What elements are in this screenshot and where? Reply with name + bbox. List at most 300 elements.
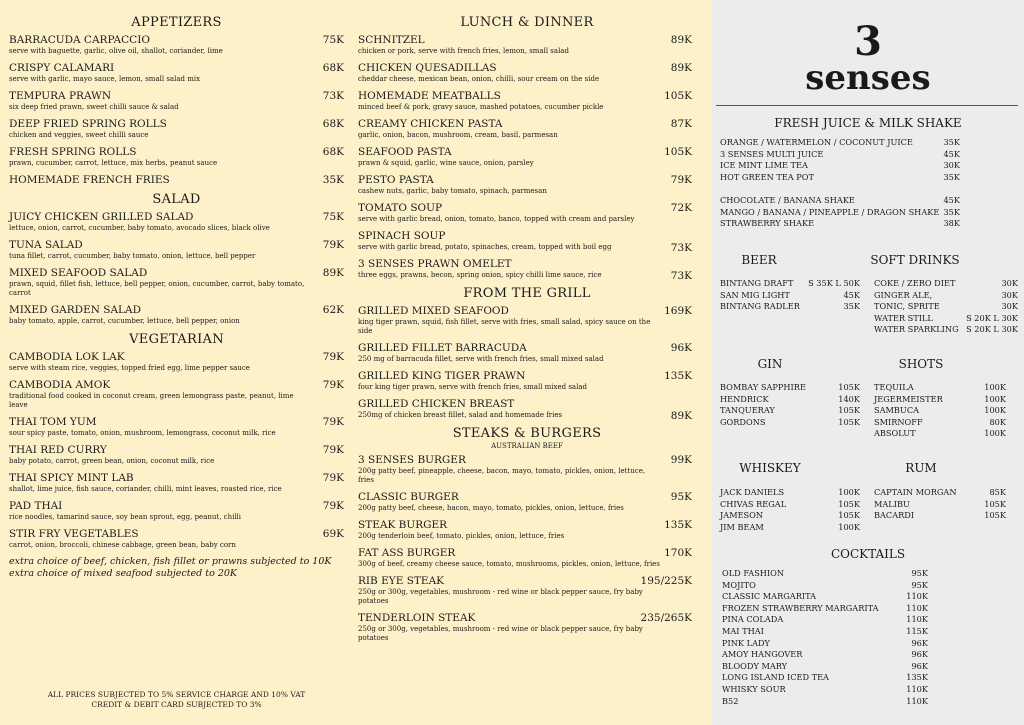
brand-logo — [712, 18, 1024, 98]
menu-item-description: serve with garlic bread, potato, spinaches, cream, topped with boil egg — [358, 243, 612, 251]
menu-item-name: STIR FRY VEGETABLES — [9, 528, 139, 540]
drink-price: 45K — [943, 194, 960, 205]
drink-name: TONIC, SPRITE — [874, 301, 940, 312]
drink-strawberry-shake — [720, 218, 960, 230]
menu-item-tomato-soup — [358, 202, 696, 224]
drink-price: 96K — [911, 637, 928, 648]
drink-water-sparkling — [874, 324, 1018, 336]
drink-name: MALIBU — [874, 498, 910, 509]
drink-price: 100K — [984, 405, 1006, 416]
drink-ice-mint-lime-tea — [720, 160, 960, 172]
menu-item-name: 3 SENSES PRAWN OMELET — [358, 258, 512, 270]
menu-item-price: 79K — [322, 239, 344, 251]
menu-item-name: DEEP FRIED SPRING ROLLS — [9, 118, 167, 130]
drink-bloody-mary — [722, 661, 928, 673]
extra-note-1: extra choice of beef, chicken, fish fillet or prawns subjected to 10K — [9, 556, 332, 567]
menu-item-grilled-chicken-breast — [358, 398, 696, 420]
menu-item-name: THAI RED CURRY — [9, 444, 107, 456]
drink-chocolate-banana-shake — [720, 195, 960, 207]
drink-orange-watermelon-coconut-juice — [720, 137, 960, 149]
soft-drinks-list — [874, 278, 1018, 336]
menu-item-description: serve with garlic bread, onion, tomato, banco, topped with cream and parsley — [358, 215, 635, 223]
drink-chivas-regal — [720, 499, 860, 511]
menu-item-price: 235/265K — [640, 612, 692, 624]
menu-item-price: 62K — [322, 304, 344, 316]
drink-price: 30K — [1001, 301, 1018, 312]
drink-name: TANQUERAY — [720, 405, 775, 416]
drink-amoy-hangover — [722, 649, 928, 661]
drink-name: SAN MIG LIGHT — [720, 289, 790, 300]
menu-item-seafood-pasta — [358, 146, 696, 168]
menu-item-price: 79K — [322, 351, 344, 363]
menu-item-price: 68K — [322, 118, 344, 130]
cocktails-title: COCKTAILS — [830, 547, 906, 561]
drink-jameson — [720, 510, 860, 522]
menu-item-description: serve with baguette, garlic, olive oil, shallot, coriander, lime — [9, 47, 223, 55]
menu-item-price: 73K — [670, 242, 692, 254]
menu-item-name: CAMBODIA LOK LAK — [9, 351, 125, 363]
drink-price: 110K — [906, 683, 928, 694]
menu-item-name: 3 SENSES BURGER — [358, 454, 466, 466]
drink-name: ABSOLUT — [874, 428, 916, 439]
drink-name: BLOODY MARY — [722, 660, 788, 671]
menu-item-name: SCHNITZEL — [358, 34, 425, 46]
menu-item-description: serve with steam rice, veggies, topped fried egg, lime pepper sauce — [9, 364, 250, 372]
menu-item-price: 72K — [670, 202, 692, 214]
menu-item-mixed-seafood-salad — [9, 267, 344, 298]
brand-number: 3 — [854, 18, 882, 65]
drink-name: WATER SPARKLING — [874, 324, 959, 335]
menu-item-description: king tiger prawn, squid, fish fillet, serve with fries, small salad, spicy sauce on the side — [358, 318, 651, 335]
menu-item-description: 250mg of chicken breast fillet, salad and homemade fries — [358, 411, 563, 419]
drink-name: HOT GREEN TEA POT — [720, 171, 814, 182]
menu-item-description: serve with garlic, mayo sauce, lemon, small salad mix — [9, 75, 201, 83]
drink-name: 3 SENSES MULTI JUICE — [720, 148, 824, 159]
menu-item-price: 75K — [322, 34, 344, 46]
menu-item-grilled-king-tiger-prawn — [358, 370, 696, 392]
drink-price: 35K — [943, 206, 960, 217]
menu-item-price: 89K — [322, 267, 344, 279]
drink-price: 105K — [838, 510, 860, 521]
menu-item-tuna-salad — [9, 239, 344, 261]
menu-item-price: 105K — [664, 146, 692, 158]
drink-price: 30K — [1001, 289, 1018, 300]
menu-item-deep-fried-spring-rolls — [9, 118, 344, 140]
menu-item-price: 79K — [322, 500, 344, 512]
drink-name: JACK DANIELS — [720, 487, 785, 497]
drink-price: 100K — [984, 393, 1006, 404]
lunch-list — [358, 34, 696, 280]
drink-price: 85K — [989, 487, 1006, 497]
drink-price: 100K — [838, 487, 860, 497]
menu-item-price: 73K — [670, 270, 692, 282]
drink-price: 45K — [943, 148, 960, 159]
menu-item-cambodia-amok — [9, 379, 344, 410]
menu-item-barracuda-carpaccio — [9, 34, 344, 56]
menu-item-tenderloin-steak — [358, 612, 696, 643]
drink-hot-green-tea-pot — [720, 172, 960, 184]
drink-hendrick — [720, 394, 860, 406]
drink-price: 110K — [906, 602, 928, 613]
steaks-title: STEAKS & BURGERS — [452, 426, 602, 441]
footer-note — [9, 690, 344, 710]
drink-name: JEGERMEISTER — [874, 393, 943, 404]
menu-item-price: 69K — [322, 528, 344, 540]
gin-list — [720, 382, 860, 428]
vegetarian-title: VEGETARIAN — [129, 332, 224, 347]
drink-bintang-draft — [720, 278, 860, 290]
menu-item-description: 200g patty beef, pineapple, cheese, bacon, mayo, tomato, pickles, onion, lettuce, fries — [358, 467, 646, 484]
menu-item-price: 170K — [664, 547, 692, 559]
menu-item-name: SEAFOOD PASTA — [358, 146, 452, 158]
menu-item-price: 79K — [322, 379, 344, 391]
drink-malibu — [874, 499, 1006, 511]
menu-item-name: CAMBODIA AMOK — [9, 379, 111, 391]
drink-price: 105K — [984, 498, 1006, 509]
menu-item-description: cashew nuts, garlic, baby tomato, spinach, parmesan — [358, 187, 547, 195]
drink-name: ORANGE / WATERMELON / COCONUT JUICE — [720, 137, 913, 147]
drink-name: WHISKY SOUR — [722, 683, 786, 694]
drink-name: LONG ISLAND ICED TEA — [722, 672, 829, 683]
menu-item-thai-spicy-mint-lab — [9, 472, 344, 494]
menu-item-price: 169K — [664, 305, 692, 317]
menu-item-name: TOMATO SOUP — [358, 202, 443, 214]
drink-tequila — [874, 382, 1006, 394]
drink-name: BINTANG RADLER — [720, 301, 800, 312]
food-column-right — [358, 8, 696, 649]
cocktails-list — [722, 568, 928, 707]
drink-price: 96K — [911, 649, 928, 660]
menu-item-description: prawn, cucumber, carrot, lettuce, mix herbs, peanut sauce — [9, 159, 218, 167]
rum-list — [874, 487, 1006, 522]
menu-item-description: shallot, lime juice, fish sauce, coriander, chilli, mint leaves, roasted rice, rice — [9, 485, 282, 493]
drink-classic-margarita — [722, 591, 928, 603]
drink-jim-beam — [720, 522, 860, 534]
menu-item-price: 79K — [322, 444, 344, 456]
menu-item-description: 300g of beef, creamy cheese sauce, tomato, mushrooms, pickles, onion, lettuce, fries — [358, 560, 660, 568]
menu-item-thai-tom-yum — [9, 416, 344, 438]
menu-item-description: three eggs, prawns, becon, spring onion, spicy chilli lime sauce, rice — [358, 271, 602, 279]
drink-price: S 20K L 30K — [966, 324, 1018, 335]
menu-item-name: HOMEMADE MEATBALLS — [358, 90, 501, 102]
salad-title: SALAD — [152, 192, 201, 207]
menu-item-juicy-chicken-grilled-salad — [9, 211, 344, 233]
menu-item-price: 89K — [670, 62, 692, 74]
drink-price: S 35K L 50K — [808, 278, 860, 288]
menu-item-price: 135K — [664, 370, 692, 382]
drink-old-fashion — [722, 568, 928, 580]
menu-item-description: sour spicy paste, tomato, onion, mushroom, lemongrass, coconut milk, rice — [9, 429, 276, 437]
menu-item-thai-red-curry — [9, 444, 344, 466]
whiskey-title: WHISKEY — [739, 461, 801, 475]
menu-item-name: PESTO PASTA — [358, 174, 434, 186]
drink-name: MANGO / BANANA / PINEAPPLE / DRAGON SHAKE — [720, 206, 940, 217]
drink-mai-thai — [722, 626, 928, 638]
menu-item-name: CHICKEN QUESADILLAS — [358, 62, 497, 74]
drink-price: 95K — [911, 579, 928, 590]
menu-item-name: THAI SPICY MINT LAB — [9, 472, 134, 484]
menu-item-mixed-garden-salad — [9, 304, 344, 326]
menu-item-price: 79K — [322, 472, 344, 484]
footer-line-1: ALL PRICES SUBJECTED TO 5% SERVICE CHARGE AND 10% VAT — [47, 690, 306, 699]
menu-item-creamy-chicken-pasta — [358, 118, 696, 140]
menu-item-description: 250 mg of barracuda fillet, serve with french fries, small mixed salad — [358, 355, 604, 363]
menu-item-description: prawn, squid, fillet fish, lettuce, bell pepper, onion, cucumber, carrot, baby tomato, carrot — [9, 280, 305, 297]
drink-price: 105K — [838, 382, 860, 392]
soft-drinks-title: SOFT DRINKS — [870, 253, 960, 267]
menu-item-name: JUICY CHICKEN GRILLED SALAD — [9, 211, 194, 223]
menu-item-fresh-spring-rolls — [9, 146, 344, 168]
drink-name: CAPTAIN MORGAN — [874, 487, 957, 497]
extra-note-2: extra choice of mixed seafood subjected to 20K — [9, 568, 238, 579]
header-divider — [716, 105, 1018, 106]
drink-bombay-sapphire — [720, 382, 860, 394]
menu-item-name: TENDERLOIN STEAK — [358, 612, 476, 624]
drink-price: 115K — [906, 625, 928, 636]
drink-price: 35K — [943, 137, 960, 147]
drink-price: 100K — [984, 428, 1006, 439]
drink-name: OLD FASHION — [722, 568, 785, 578]
menu-item-name: TUNA SALAD — [9, 239, 83, 251]
drink-name: MAI THAI — [722, 625, 764, 636]
appetizers-list — [9, 34, 344, 186]
drink-name: COKE / ZERO DIET — [874, 278, 956, 288]
drink-name: FROZEN STRAWBERRY MARGARITA — [722, 602, 879, 613]
drink-price: 30K — [1001, 278, 1018, 288]
drink-name: PINA COLADA — [722, 614, 784, 625]
menu-item-name: GRILLED CHICKEN BREAST — [358, 398, 515, 410]
food-column-left — [9, 8, 344, 580]
menu-item-name: CRISPY CALAMARI — [9, 62, 115, 74]
menu-item-fat-ass-burger — [358, 547, 696, 569]
drink-tonic-sprite — [874, 301, 1018, 313]
drink-price: S 20K L 30K — [966, 312, 1018, 323]
menu-item-description: tuna fillet, carrot, cucumber, baby tomato, onion, lettuce, bell pepper — [9, 252, 256, 260]
menu-item-spinach-soup — [358, 230, 696, 252]
menu-item-pad-thai — [9, 500, 344, 522]
drink-price: 45K — [843, 289, 860, 300]
menu-item-price: 79K — [322, 416, 344, 428]
menu-item-price: 135K — [664, 519, 692, 531]
drink-name: GINGER ALE, — [874, 289, 933, 300]
menu-item-price: 73K — [322, 90, 344, 102]
drink-name: ICE MINT LIME TEA — [720, 160, 808, 171]
menu-item-description: four king tiger prawn, serve with french fries, small mixed salad — [358, 383, 587, 391]
menu-item-price: 75K — [322, 211, 344, 223]
menu-item-price: 68K — [322, 62, 344, 74]
menu-item-description: cheddar cheese, mexican bean, onion, chilli, sour cream on the side — [358, 75, 600, 83]
drink-price: 100K — [838, 521, 860, 532]
drink-tanqueray — [720, 405, 860, 417]
juice-title: FRESH JUICE & MILK SHAKE — [774, 116, 962, 130]
menu-item-name: CLASSIC BURGER — [358, 491, 459, 503]
drink-name: JAMESON — [720, 510, 764, 521]
menu-item-name: GRILLED KING TIGER PRAWN — [358, 370, 526, 382]
menu-item-price: 195/225K — [640, 575, 692, 587]
menu-item-name: MIXED GARDEN SALAD — [9, 304, 142, 316]
menu-item-name: TEMPURA PRAWN — [9, 90, 112, 102]
drink-b52 — [722, 696, 928, 708]
drink-smirnoff — [874, 417, 1006, 429]
drink-price: 105K — [984, 510, 1006, 521]
whiskey-list — [720, 487, 860, 533]
shots-title: SHOTS — [898, 357, 944, 371]
drink-ginger-ale — [874, 290, 1018, 302]
menu-item-description: carrot, onion, broccoli, chinese cabbage, green bean, baby corn — [9, 541, 236, 549]
menu-item-price: 96K — [670, 342, 692, 354]
drink-gordons — [720, 417, 860, 429]
menu-item-description: rice noodles, tamarind sauce, soy bean sprout, egg, peanut, chilli — [9, 513, 242, 521]
menu-item-description: baby potato, carrot, green bean, onion, coconut milk, rice — [9, 457, 215, 465]
menu-item-description: baby tomato, apple, carrot, cucumber, lettuce, bell pepper, onion — [9, 317, 240, 325]
beer-title: BEER — [741, 253, 777, 267]
menu-item-name: GRILLED MIXED SEAFOOD — [358, 305, 509, 317]
brand-word: senses — [805, 58, 931, 98]
drink-name: BOMBAY SAPPHIRE — [720, 382, 806, 392]
drink-name: CHOCOLATE / BANANA SHAKE — [720, 194, 855, 205]
drink-captain-morgan — [874, 487, 1006, 499]
menu-item-grilled-fillet-barracuda — [358, 342, 696, 364]
drink-jegermeister — [874, 394, 1006, 406]
rum-title: RUM — [905, 461, 937, 475]
menu-item-description: garlic, onion, bacon, mushroom, cream, basil, parmesan — [358, 131, 558, 139]
juice-list — [720, 137, 960, 230]
drink-name: HENDRICK — [720, 393, 769, 404]
menu-item-cambodia-lok-lak — [9, 351, 344, 373]
drink-san-mig-light — [720, 290, 860, 302]
drink-name: B52 — [722, 695, 739, 706]
salad-list — [9, 211, 344, 326]
drink-name: WATER STILL — [874, 312, 933, 323]
drink-price: 30K — [943, 160, 960, 171]
drink-name: SMIRNOFF — [874, 416, 923, 427]
drink-price: 80K — [989, 416, 1006, 427]
drink-price: 105K — [838, 416, 860, 427]
drink-sambuca — [874, 405, 1006, 417]
drink-price: 100K — [984, 382, 1006, 392]
drink-water-still — [874, 313, 1018, 325]
menu-item-price: 105K — [664, 90, 692, 102]
drink-mango-banana-pineapple-dragon-shake — [720, 207, 960, 219]
menu-item-schnitzel — [358, 34, 696, 56]
drink-name: PINK LADY — [722, 637, 770, 648]
drink-name: GORDONS — [720, 416, 766, 427]
menu-item-description: chicken and veggies, sweet chilli sauce — [9, 131, 149, 139]
beer-list — [720, 278, 860, 313]
menu-item-description: 250g or 300g, vegetables, mushroom - red wine or black pepper sauce, fry baby potatoes — [358, 625, 643, 642]
menu-item-description: minced beef & pork, gravy sauce, mashed potatoes, cucumber pickle — [358, 103, 604, 111]
steaks-list — [358, 454, 696, 643]
drink-price: 135K — [906, 672, 928, 683]
menu-item-name: FAT ASS BURGER — [358, 547, 456, 559]
lunch-title: LUNCH & DINNER — [460, 15, 594, 30]
menu-item-name: PAD THAI — [9, 500, 63, 512]
drink-mojito — [722, 580, 928, 592]
drink-name: CHIVAS REGAL — [720, 498, 787, 509]
shots-list — [874, 382, 1006, 440]
drink-price: 110K — [906, 695, 928, 706]
menu-item-homemade-french-fries — [9, 174, 344, 186]
menu-item-steak-burger — [358, 519, 696, 541]
drink-price: 110K — [906, 591, 928, 602]
menu-item-name: CREAMY CHICKEN PASTA — [358, 118, 503, 130]
drink-price: 105K — [838, 405, 860, 416]
menu-item-description: 200g patty beef, cheese, bacon, mayo, tomato, pickles, onion, lettuce, fries — [358, 504, 624, 512]
menu-item-homemade-meatballs — [358, 90, 696, 112]
menu-item-description: prawn & squid, garlic, wine sauce, onion, parsley — [358, 159, 534, 167]
drink-pina-colada — [722, 614, 928, 626]
menu-item-description: lettuce, onion, carrot, cucumber, baby tomato, avocado slices, black olive — [9, 224, 270, 232]
menu-item-price: 89K — [670, 410, 692, 422]
menu-item-price: 35K — [322, 174, 344, 186]
menu-item-name: SPINACH SOUP — [358, 230, 446, 242]
drink-pink-lady — [722, 638, 928, 650]
menu-item-name: THAI TOM YUM — [9, 416, 97, 428]
menu-item-description: 200g tenderloin beef, tomato, pickles, onion, lettuce, fries — [358, 532, 565, 540]
grill-title: FROM THE GRILL — [463, 286, 591, 301]
menu-item-name: RIB EYE STEAK — [358, 575, 444, 587]
drink-name: SAMBUCA — [874, 405, 919, 416]
steaks-subtitle: AUSTRALIAN BEEF — [491, 442, 563, 450]
menu-item-name: HOMEMADE FRENCH FRIES — [9, 174, 170, 186]
drink-name: MOJITO — [722, 579, 756, 590]
menu-item-3-senses-burger — [358, 454, 696, 485]
menu-item-chicken-quesadillas — [358, 62, 696, 84]
drink-name: AMOY HANGOVER — [722, 649, 803, 660]
drink-price: 140K — [838, 393, 860, 404]
drink-long-island-iced-tea — [722, 672, 928, 684]
drink-name: TEQUILA — [874, 382, 914, 392]
drink-price: 95K — [911, 568, 928, 578]
drink-price: 38K — [943, 218, 960, 229]
drink-price: 35K — [843, 301, 860, 312]
drink-name: STRAWBERRY SHAKE — [720, 218, 815, 229]
menu-item-price: 68K — [322, 146, 344, 158]
drink-coke-zero-diet — [874, 278, 1018, 290]
menu-item-classic-burger — [358, 491, 696, 513]
menu-item-name: GRILLED FILLET BARRACUDA — [358, 342, 527, 354]
drink-price: 35K — [943, 171, 960, 182]
menu-item-price: 95K — [670, 491, 692, 503]
menu-item-3-senses-prawn-omelet — [358, 258, 696, 280]
drink-bintang-radler — [720, 301, 860, 313]
menu-item-name: MIXED SEAFOOD SALAD — [9, 267, 148, 279]
appetizers-title: APPETIZERS — [131, 15, 222, 30]
footer-line-2: CREDIT & DEBIT CARD SUBJECTED TO 3% — [91, 700, 262, 709]
menu-item-description: six deep fried prawn, sweet chilli sauce & salad — [9, 103, 179, 111]
menu-item-crispy-calamari — [9, 62, 344, 84]
menu-item-name: STEAK BURGER — [358, 519, 448, 531]
drink-absolut — [874, 428, 1006, 440]
menu-item-price: 87K — [670, 118, 692, 130]
grill-list — [358, 305, 696, 420]
drink-jack-daniels — [720, 487, 860, 499]
drink-name: CLASSIC MARGARITA — [722, 591, 817, 602]
menu-item-description: 250g or 300g, vegetables, mushroom - red wine or black pepper sauce, fry baby potatoes — [358, 588, 643, 605]
menu-item-rib-eye-steak — [358, 575, 696, 606]
menu-item-description: chicken or pork, serve with french fries, lemon, small salad — [358, 47, 569, 55]
drink-price: 96K — [911, 660, 928, 671]
drink-whisky-sour — [722, 684, 928, 696]
drink-frozen-strawberry-margarita — [722, 603, 928, 615]
drink-name: BINTANG DRAFT — [720, 278, 794, 288]
drink-price: 105K — [838, 498, 860, 509]
menu-item-description: traditional food cooked in coconut cream, green lemongrass paste, peanut, lime leave — [9, 392, 294, 409]
menu-item-price: 79K — [670, 174, 692, 186]
menu-item-stir-fry-vegetables — [9, 528, 344, 550]
menu-item-grilled-mixed-seafood — [358, 305, 696, 336]
drink-3-senses-multi-juice — [720, 149, 960, 161]
